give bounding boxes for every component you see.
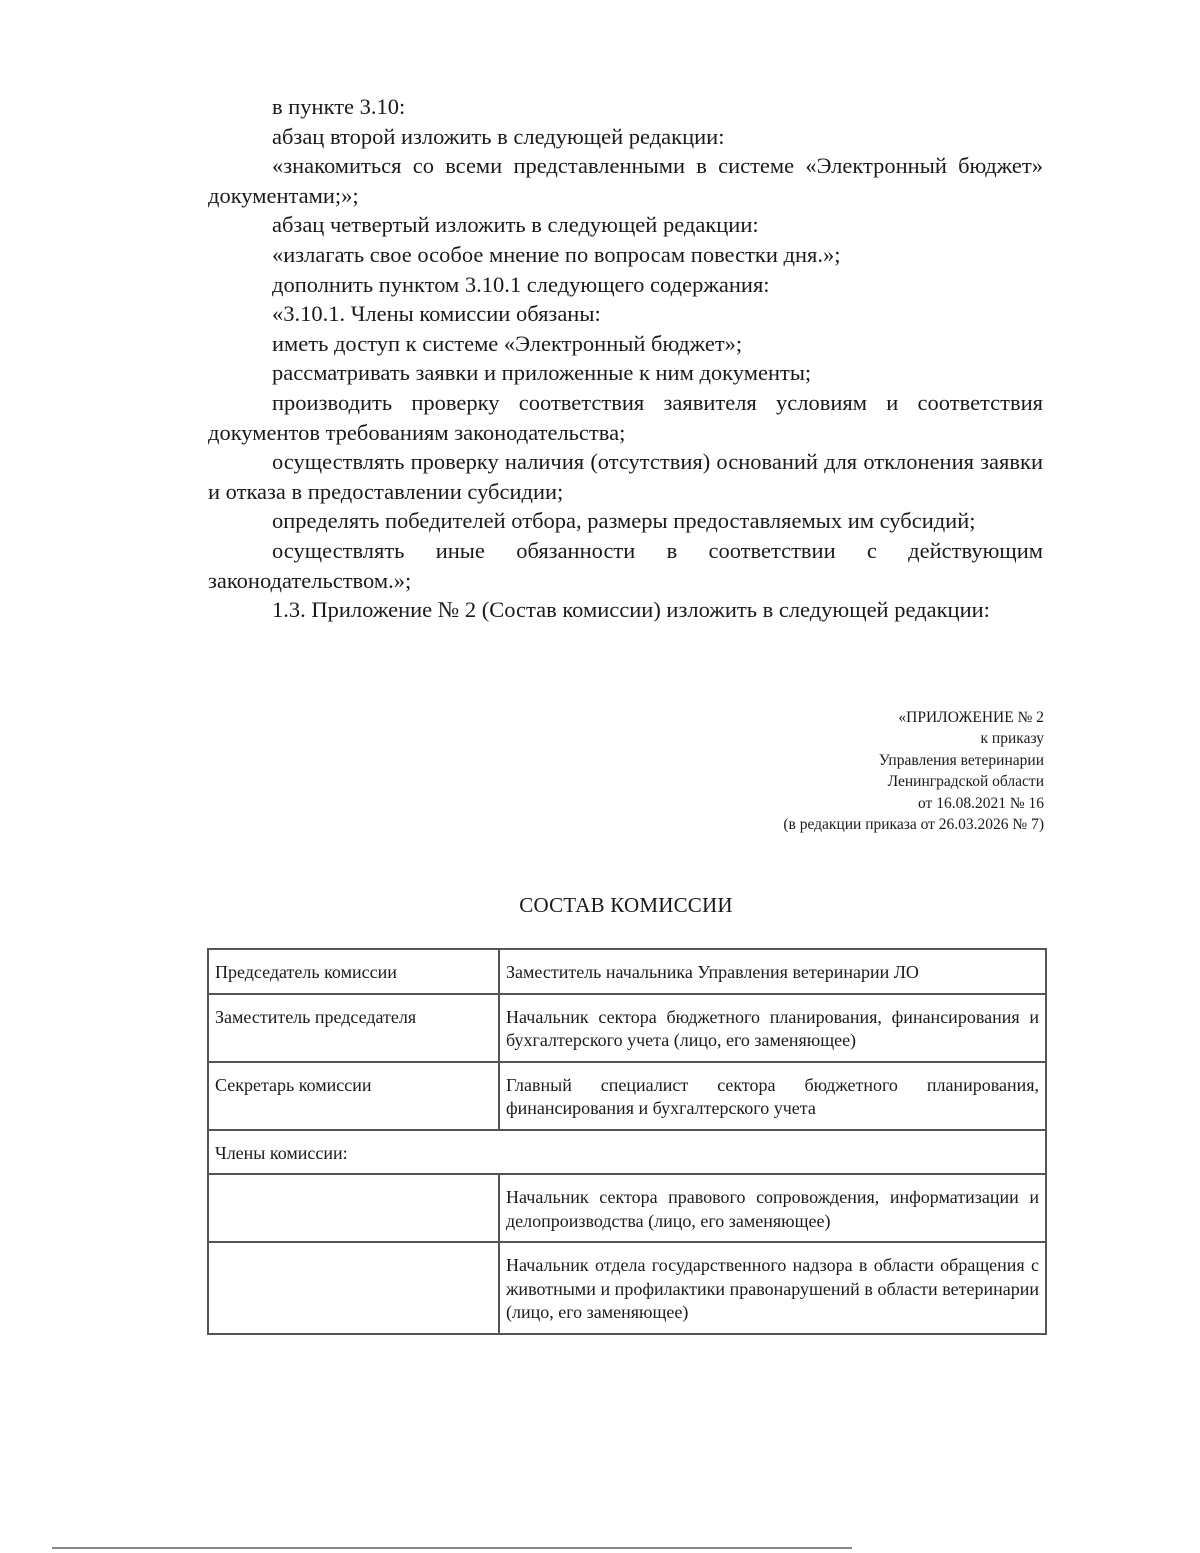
position-cell: Главный специалист сектора бюджетного планирования, финансирования и бухгалтерского учета [499, 1062, 1046, 1130]
paragraph: определять победителей отбора, размеры предоставляемых им субсидий; [272, 508, 976, 534]
position-cell: Начальник отдела государственного надзора в области обращения с животными и профилактики правонарушений в области ветеринарии (лицо, его заменяющее) [499, 1242, 1046, 1334]
paragraph: осуществлять иные обязанности в соответствии с действующим законодательством.»; [208, 537, 1043, 593]
commission-table [207, 948, 1047, 1335]
section-title: СОСТАВ КОМИССИИ [519, 893, 733, 917]
role-cell: Заместитель председателя [208, 994, 499, 1062]
table-row [208, 1130, 1046, 1175]
role-cell: Председатель комиссии [208, 949, 499, 994]
paragraph: в пункте 3.10: [272, 94, 406, 119]
position-cell: Начальник сектора бюджетного планирования, финансирования и бухгалтерского учета (лицо, его заменяющее) [499, 994, 1046, 1062]
role-cell [208, 1242, 499, 1334]
appendix-line: «ПРИЛОЖЕНИЕ № 2 [898, 709, 1044, 726]
appendix-line: от 16.08.2021 № 16 [918, 794, 1044, 812]
scan-edge-line [52, 1547, 852, 1549]
appendix-header [783, 707, 1044, 835]
table-row [208, 949, 1046, 994]
members-label-cell: Члены комиссии: [208, 1130, 1046, 1175]
appendix-line: к приказу [980, 730, 1044, 748]
appendix-line: (в редакции приказа от 26.03.2026 № 7) [783, 816, 1044, 834]
position-cell: Начальник сектора правового сопровождения, информатизации и делопроизводства (лицо, его заменяющее) [499, 1174, 1046, 1242]
paragraph: абзац четвертый изложить в следующей редакции: [272, 212, 759, 238]
paragraph: «3.10.1. Члены комиссии обязаны: [272, 301, 601, 327]
table-row [208, 1174, 1046, 1242]
role-cell [208, 1174, 499, 1242]
appendix-line: Ленинградской области [887, 773, 1044, 791]
table-row [208, 994, 1046, 1062]
amendment-text [208, 92, 1043, 625]
paragraph: производить проверку соответствия заявителя условиям и соответствия документов требованиям законодательства; [208, 389, 1043, 445]
table-row [208, 1062, 1046, 1130]
appendix-line: Управления ветеринарии [878, 751, 1044, 769]
table-row [208, 1242, 1046, 1334]
position-cell: Заместитель начальника Управления ветеринарии ЛО [499, 949, 1046, 994]
paragraph: дополнить пунктом 3.10.1 следующего содержания: [272, 271, 770, 297]
paragraph: рассматривать заявки и приложенные к ним документы; [272, 360, 812, 386]
paragraph: осуществлять проверку наличия (отсутствия) оснований для отклонения заявки и отказа в предоставлении субсидии; [208, 449, 1043, 504]
paragraph: иметь доступ к системе «Электронный бюджет»; [272, 330, 743, 356]
paragraph: «знакомиться со всеми представленными в системе «Электронный бюджет» документами;»; [208, 153, 1043, 208]
paragraph: «излагать свое особое мнение по вопросам повестки дня.»; [272, 241, 841, 267]
role-cell: Секретарь комиссии [208, 1062, 499, 1130]
paragraph: абзац второй изложить в следующей редакции: [272, 123, 725, 149]
paragraph: 1.3. Приложение № 2 (Состав комиссии) изложить в следующей редакции: [272, 597, 990, 623]
